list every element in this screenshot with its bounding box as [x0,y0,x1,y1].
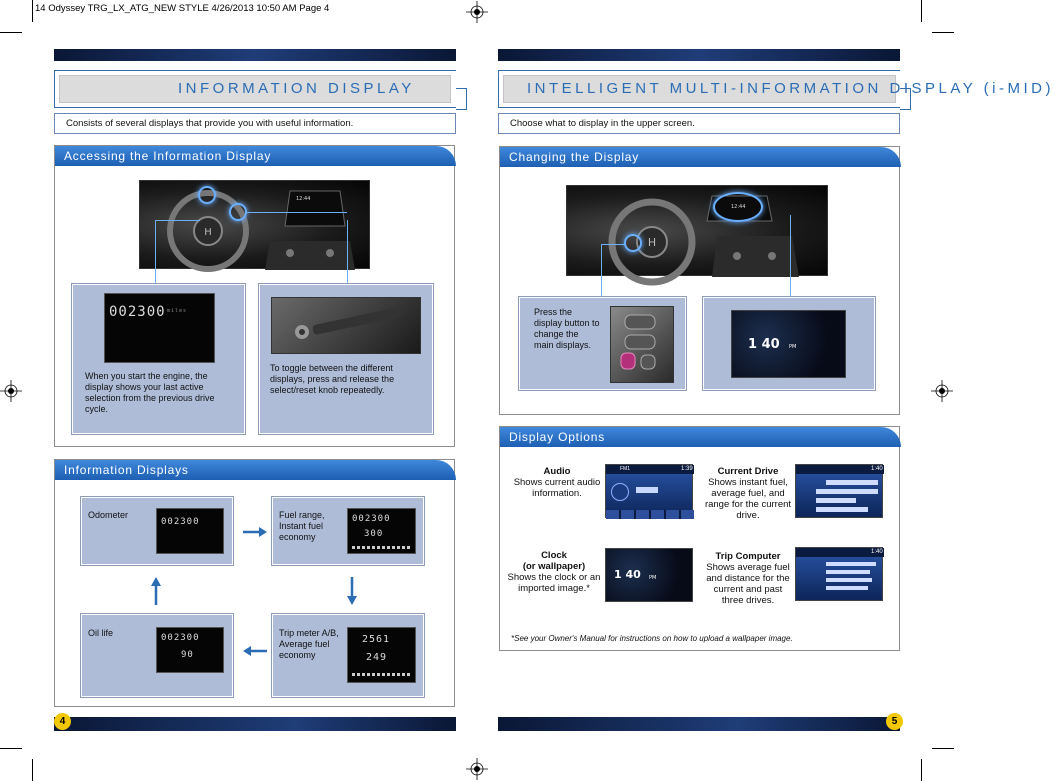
odometer-label: Odometer [88,510,129,520]
top-bar [54,49,456,61]
crop-mark [0,32,22,33]
intro-text: Choose what to display in the upper screen. [498,113,900,134]
card-text: When you start the engine, the display shows your last active selection from the previous drive cycle. [85,371,215,414]
section-heading: Accessing the Information Display [55,146,456,166]
crop-mark [32,0,33,22]
crop-mark [932,32,954,33]
clock-value: 1 40 [614,568,641,581]
current-drive-screen [795,464,883,518]
option-clock [506,550,602,594]
fuel-bar [352,546,410,549]
top-bar [498,49,900,61]
odometer-unit: miles [167,308,188,314]
crop-mark [921,759,922,781]
fuel-bar [816,489,878,494]
odometer-digits: 002300 [161,517,200,527]
option-current-drive [703,466,793,521]
oil-digits: 90 [181,650,194,660]
registration-mark-icon [931,380,953,402]
callout-line [155,220,200,221]
fuel-digits: 300 [364,529,384,539]
svg-text:H: H [647,236,657,249]
page-title: INTELLIGENT MULTI-INFORMATION DISPLAY (i-MID) [527,80,1054,97]
fuel-digits: 002300 [352,514,391,524]
dashboard-photo [139,180,370,269]
clock-value: 1 40 [748,337,780,352]
registration-mark-icon [466,758,488,780]
crop-mark [0,748,22,749]
page-number: 5 [886,713,903,730]
current-time: 1:40 [871,466,883,472]
option-desc: Shows current audio information. [513,477,601,499]
oil-digits: 002300 [161,633,200,643]
crop-mark [921,0,922,22]
section-heading: Changing the Display [500,147,901,167]
title-bracket [900,88,911,110]
audio-time: 1:39 [681,466,693,472]
print-slug: 14 Odyssey TRG_LX_ATG_NEW STYLE 4/26/2013 10:50 AM Page 4 [35,3,330,14]
knob-photo [271,297,421,354]
option-trip-computer [703,551,793,606]
audio-info [636,487,658,493]
page-number: 4 [54,713,71,730]
title-bracket [456,88,467,110]
option-desc: Shows average fuel and distance for the current and past three drives. [706,562,790,606]
option-audio [510,466,604,499]
oil-life-label: Oil life [88,628,114,638]
page-title: INFORMATION DISPLAY [178,80,415,97]
fuel-bar [826,480,878,485]
trip-bar [826,570,870,574]
odometer-display [156,508,224,554]
trip-time: 1:40 [871,549,883,555]
audio-fm: FM1 [620,466,630,472]
trip-display [347,627,416,683]
callout-line [601,244,602,297]
button-highlight [624,234,642,252]
arrow-up-icon [150,576,162,606]
odometer-display [104,293,215,363]
oil-life-display [156,627,224,673]
odometer-digits: 002300 [109,304,166,320]
audio-screen [605,464,693,518]
arrow-right-icon [242,526,268,538]
card-text: Press the display button to change the main displays. [534,307,600,350]
dash-clock: 12:44 [731,204,746,210]
arrow-left-icon [242,645,268,657]
option-title: Clock [541,550,567,561]
option-subtitle: (or wallpaper) [522,561,586,572]
bottom-bar [498,717,900,731]
display-button-photo [610,306,674,383]
crop-mark [32,759,33,781]
footnote: *See your Owner's Manual for instructions on how to upload a wallpaper image. [511,634,793,643]
dash-clock: 12:44 [296,196,311,202]
audio-icon [611,483,629,501]
crop-mark [932,748,954,749]
svg-text:H: H [204,227,212,238]
display-options-panel [499,426,900,651]
fuel-label: Fuel range, Instant fuel economy [279,510,325,542]
callout-line [347,220,348,284]
option-desc: Shows instant fuel, average fuel, and range for the current drive. [704,477,792,521]
callout-line [247,212,347,213]
card-text: To toggle between the different displays, press and release the select/reset knob repeatedly. [270,363,395,395]
clock-suffix: PM [649,575,657,581]
section-heading: Information Displays [55,460,456,480]
option-title: Current Drive [717,466,779,477]
option-desc: Shows the clock or an imported image.* [507,572,601,594]
clock-screen [605,548,693,602]
preset-bar [606,510,694,519]
option-title: Trip Computer [715,551,781,562]
clock-suffix: PM [789,344,797,350]
fuel-bar [352,673,410,676]
intro-text: Consists of several displays that provide you with useful information. [54,113,456,134]
fuel-bar [816,498,856,503]
knob-highlight [229,203,247,221]
trip-computer-screen [795,547,883,601]
option-title: Audio [543,466,571,477]
display-highlight [713,192,763,222]
registration-mark-icon [0,380,22,402]
trip-bar [826,586,868,590]
fuel-bar [816,507,868,512]
callout-line [601,244,625,245]
trip-digits: 249 [366,652,388,663]
registration-mark-icon [466,1,488,23]
callout-line [790,215,791,297]
section-heading: Display Options [500,427,901,447]
callout-line [155,220,156,284]
display-highlight [198,186,216,204]
trip-digits: 2561 [362,634,391,645]
trip-bar [826,578,872,582]
trip-bar [826,562,876,566]
bottom-bar [54,717,456,731]
fuel-display [347,508,416,554]
arrow-down-icon [346,576,358,606]
dashboard-photo [566,185,828,276]
clock-screen [731,310,846,378]
trip-label: Trip meter A/B, Average fuel economy [279,628,339,660]
